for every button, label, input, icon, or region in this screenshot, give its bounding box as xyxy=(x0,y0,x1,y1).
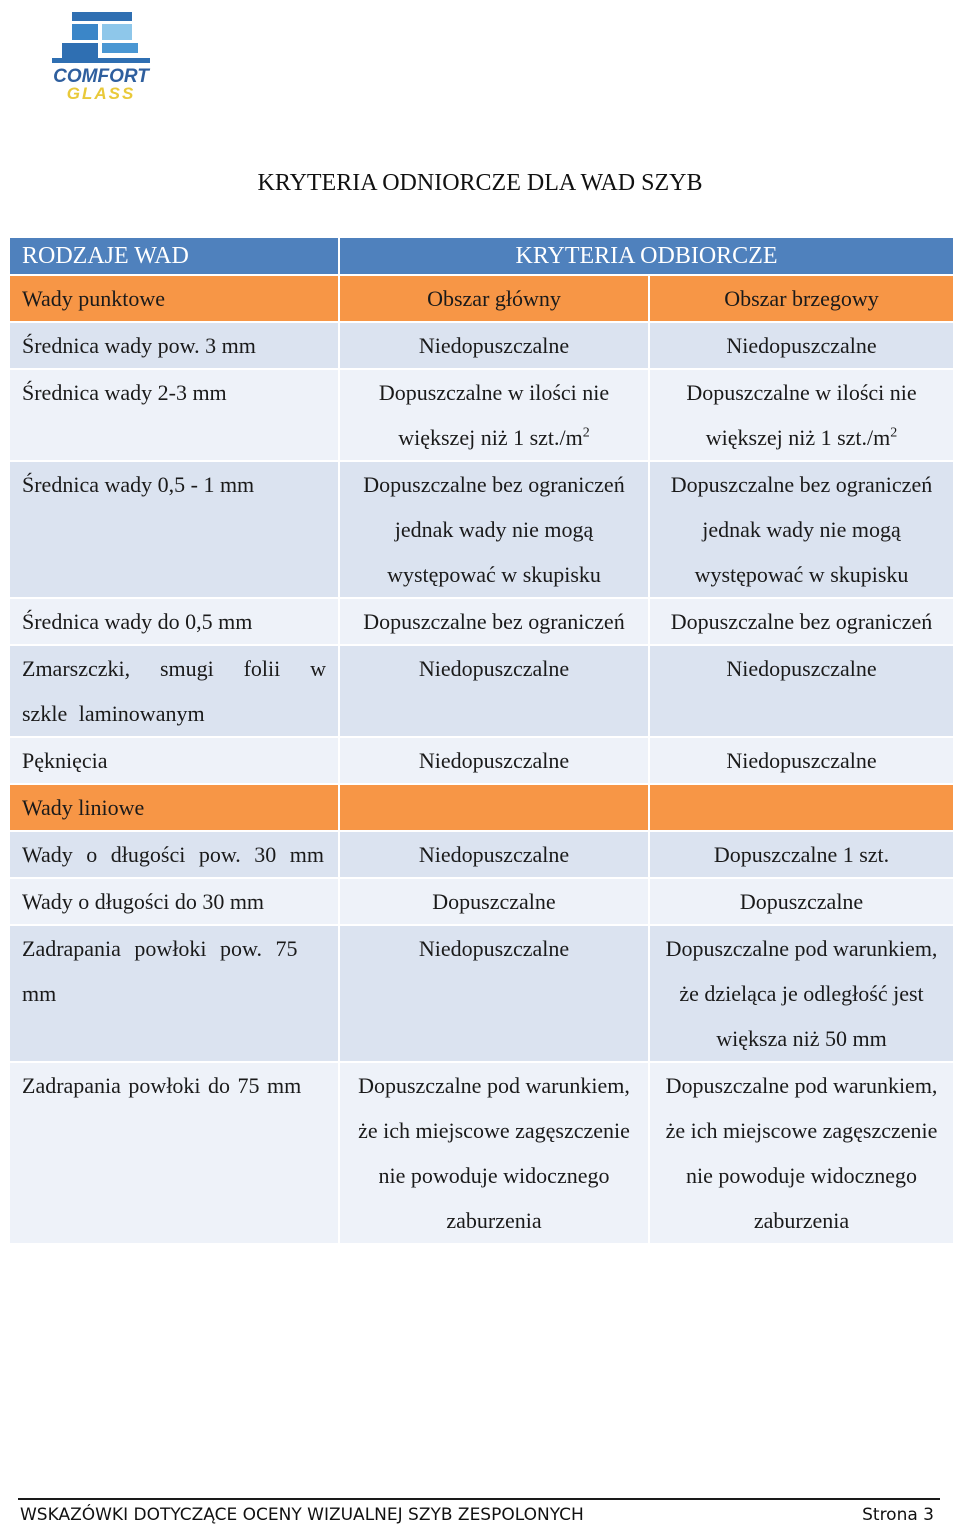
main-area-value: Niedopuszczalne xyxy=(339,645,649,737)
table-row xyxy=(9,737,954,784)
table-row xyxy=(9,645,954,737)
edge-area-value: Dopuszczalne bez ograniczeń jednak wady nie mogą występować w skupisku xyxy=(649,461,954,598)
edge-area-value: Dopuszczalne bez ograniczeń xyxy=(649,598,954,645)
defect-label: Wady o długości pow. 30 mm xyxy=(9,831,339,878)
section-row-linear-defects xyxy=(9,784,954,831)
table-row xyxy=(9,461,954,598)
company-logo xyxy=(38,8,164,108)
defect-label: Średnica wady 0,5 - 1 mm xyxy=(9,461,339,598)
main-area-value: Dopuszczalne bez ograniczeń xyxy=(339,598,649,645)
table-row xyxy=(9,369,954,461)
defect-label: Średnica wady do 0,5 mm xyxy=(9,598,339,645)
main-area-value: Dopuszczalne xyxy=(339,878,649,925)
main-area-value: Dopuszczalne w ilości nie większej niż 1 $szt./m^2$ xyxy=(339,369,649,461)
table-row xyxy=(9,598,954,645)
table-row xyxy=(9,831,954,878)
defect-label: Średnica wady pow. 3 mm xyxy=(9,322,339,369)
defect-label: Zadrapania powłoki do 75 mm xyxy=(9,1062,339,1244)
main-area-value: Niedopuszczalne xyxy=(339,925,649,1062)
table-row xyxy=(9,1062,954,1244)
main-area-value: Dopuszczalne pod warunkiem, że ich miejscowe zagęszczenie nie powoduje widocznego zaburzenia xyxy=(339,1062,649,1244)
footer-document-title: WSKAZÓWKI DOTYCZĄCE OCENY WIZUALNEJ SZYB ZESPOLONYCH xyxy=(20,1505,584,1525)
table-row xyxy=(9,925,954,1062)
defect-label: Zadrapania powłoki pow. 75 mm xyxy=(9,925,339,1062)
edge-area-value: Dopuszczalne 1 szt. xyxy=(649,831,954,878)
edge-area-value: Dopuszczalne pod warunkiem, że ich miejscowe zagęszczenie nie powoduje widocznego zaburzenia xyxy=(649,1062,954,1244)
section-label: Wady liniowe xyxy=(9,784,339,831)
defect-label: Zmarszczki, smugi folii w szkle laminowanym xyxy=(9,645,339,737)
criteria-table xyxy=(8,236,955,1245)
section-empty-cell xyxy=(649,784,954,831)
table-row xyxy=(9,878,954,925)
section-row-point-defects xyxy=(9,275,954,322)
section-label: Wady punktowe xyxy=(9,275,339,322)
header-acceptance-criteria: KRYTERIA ODBIORCZE xyxy=(339,237,954,275)
edge-area-value: Dopuszczalne w ilości nie większej niż 1 $szt./m^2$ xyxy=(649,369,954,461)
main-area-value: Niedopuszczalne xyxy=(339,322,649,369)
logo-text-comfort: COMFORT xyxy=(53,66,149,87)
table-row xyxy=(9,322,954,369)
page-footer xyxy=(18,1498,940,1528)
header-defect-types: RODZAJE WAD xyxy=(9,237,339,275)
defect-label: Średnica wady 2-3 mm xyxy=(9,369,339,461)
main-area-value: Dopuszczalne bez ograniczeń jednak wady nie mogą występować w skupisku xyxy=(339,461,649,598)
defect-label: Wady o długości do 30 mm xyxy=(9,878,339,925)
logo-text-glass: GLASS xyxy=(66,84,136,103)
main-area-value: Niedopuszczalne xyxy=(339,737,649,784)
edge-area-header: Obszar brzegowy xyxy=(649,275,954,322)
main-area-header: Obszar główny xyxy=(339,275,649,322)
table-header-row xyxy=(9,237,954,275)
edge-area-value: Dopuszczalne xyxy=(649,878,954,925)
footer-page-number: Strona 3 xyxy=(862,1505,934,1525)
edge-area-value: Dopuszczalne pod warunkiem, że dzieląca je odległość jest większa niż 50 mm xyxy=(649,925,954,1062)
defect-label: Pęknięcia xyxy=(9,737,339,784)
section-empty-cell xyxy=(339,784,649,831)
edge-area-value: Niedopuszczalne xyxy=(649,645,954,737)
logo-mark-icon xyxy=(38,8,164,68)
edge-area-value: Niedopuszczalne xyxy=(649,322,954,369)
main-area-value: Niedopuszczalne xyxy=(339,831,649,878)
edge-area-value: Niedopuszczalne xyxy=(649,737,954,784)
document-title: KRYTERIA ODNIORCZE DLA WAD SZYB xyxy=(257,170,703,196)
